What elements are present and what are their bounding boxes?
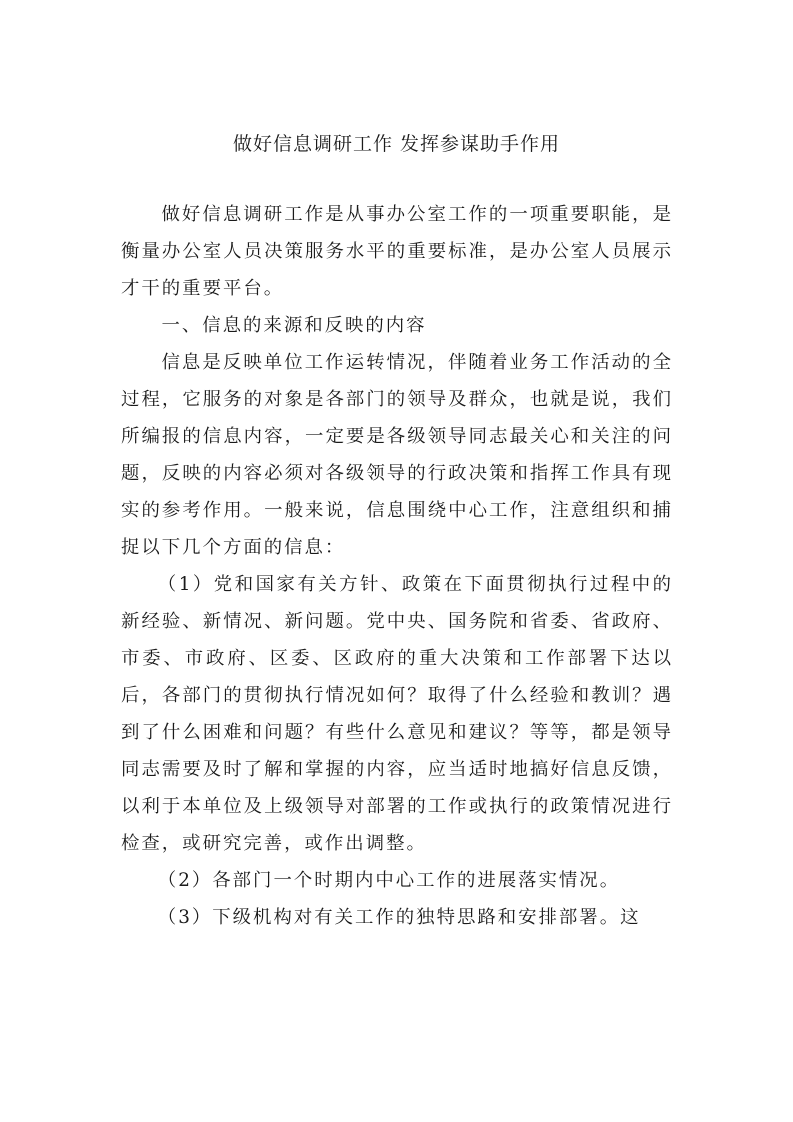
section-heading: 一、信息的来源和反映的内容	[161, 315, 427, 336]
paragraph-intro: 做好信息调研工作是从事办公室工作的一项重要职能，是衡量办公室人员决策服务水平的重要标准，是办公室人员展示才干的重要平台。	[121, 204, 673, 299]
document-title: 做好信息调研工作 发挥参谋助手作用	[232, 133, 561, 155]
list-item-2: （2）各部门一个时期内中心工作的进展落实情况。	[157, 870, 621, 891]
document-body	[121, 196, 673, 936]
paragraph-info-description: 信息是反映单位工作运转情况，伴随着业务工作活动的全过程，它服务的对象是各部门的领导及群众，也就是说，我们所编报的信息内容，一定要是各级领导同志最关心和关注的问题，反映的内容必须对各级领导的行政决策和指挥工作具有现实的参考作用。一般来说，信息围绕中心工作，注意组织和捕捉以下几个方面的信息：	[121, 352, 673, 558]
list-item-3: （3）下级机构对有关工作的独特思路和安排部署。这	[157, 907, 641, 928]
list-item-1: （1）党和国家有关方针、政策在下面贯彻执行过程中的新经验、新情况、新问题。党中央、国务院和省委、省政府、市委、市政府、区委、区政府的重大决策和工作部署下达以后，各部门的贯彻执行情况如何？取得了什么经验和教训？遇到了什么困难和问题？有些什么意见和建议？等等，都是领导同志需要及时了解和掌握的内容，应当适时地搞好信息反馈，以利于本单位及上级领导对部署的工作或执行的政策情况进行检查，或研究完善，或作出调整。	[121, 574, 673, 854]
